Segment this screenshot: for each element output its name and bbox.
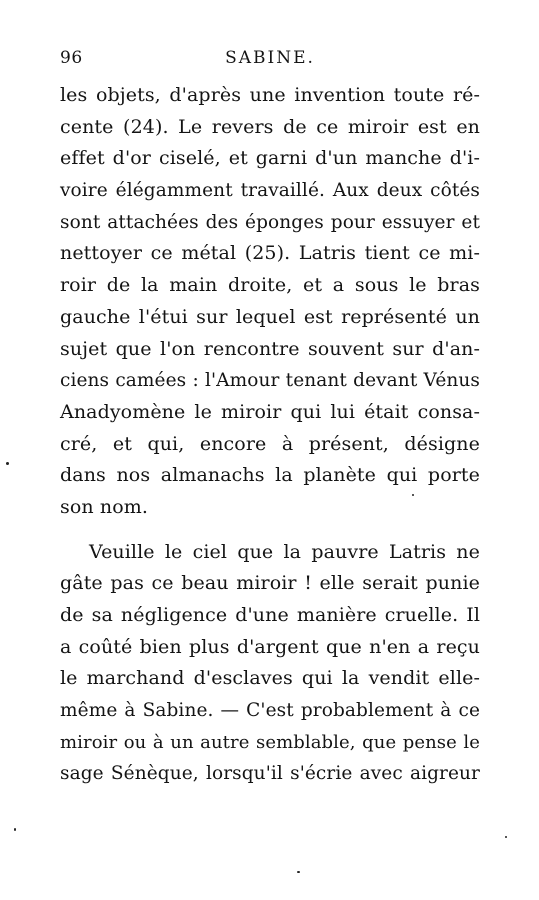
running-title: SABINE. — [225, 48, 315, 68]
text-line: gauche l'étui sur lequel est représenté un — [60, 305, 480, 328]
page-header — [60, 44, 480, 74]
text-line: cré, et qui, encore à présent, désigne — [60, 432, 480, 455]
paragraph-2 — [60, 537, 480, 791]
body-text — [60, 80, 480, 790]
text-line: ciens camées : l'Amour tenant devant Vénus — [60, 370, 480, 392]
ink-speck — [505, 836, 507, 838]
text-line: même à Sabine. — C'est probablement à ce — [60, 700, 480, 722]
text-line: le marchand d'esclaves qui la vendit elle- — [60, 667, 480, 690]
page-number: 96 — [60, 48, 83, 68]
text-line: Anadyomène le miroir qui lui était consa- — [60, 400, 480, 423]
text-line: de sa négligence d'une manière cruelle. Il — [60, 604, 480, 626]
text-line: roir de la main droite, et a sous le bras — [60, 274, 480, 297]
ink-speck — [14, 828, 16, 831]
text-line: gâte pas ce beau miroir ! elle serait punie — [60, 572, 480, 595]
text-line: effet d'or ciselé, et garni d'un manche d'i- — [60, 147, 480, 170]
text-line: voire élégamment travaillé. Aux deux côtés — [60, 180, 480, 202]
text-line: Veuille le ciel que la pauvre Latris ne — [89, 540, 480, 563]
text-line: dans nos almanachs la planète qui porte — [60, 464, 480, 487]
ink-speck — [412, 494, 414, 496]
ink-speck — [297, 871, 300, 873]
text-line: les objets, d'après une invention toute ré- — [60, 84, 480, 106]
text-line: a coûté bien plus d'argent que n'en a reçu — [60, 635, 480, 658]
paragraph-gap — [60, 524, 480, 537]
text-line: miroir ou à un autre semblable, que pense le — [60, 731, 480, 753]
paragraph-1 — [60, 80, 480, 524]
text-line: cente (24). Le revers de ce miroir est en — [60, 115, 480, 138]
text-line: sont attachées des éponges pour essuyer et — [60, 211, 480, 233]
ink-speck — [6, 462, 9, 465]
text-line: nettoyer ce métal (25). Latris tient ce mi- — [60, 242, 480, 265]
text-line: sage Sénèque, lorsqu'il s'écrie avec aigreur — [60, 763, 480, 785]
text-line: son nom. — [60, 495, 148, 518]
text-line: sujet que l'on rencontre souvent sur d'an- — [60, 337, 480, 360]
